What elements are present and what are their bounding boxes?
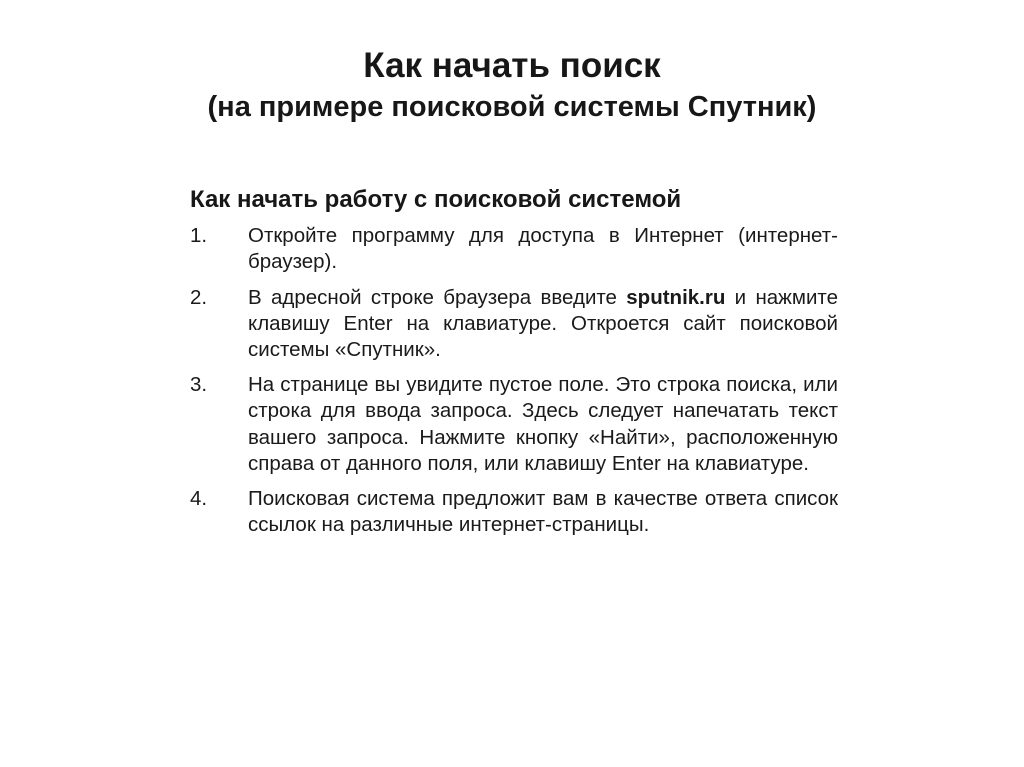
item-text: На странице вы увидите пустое поле. Это строка поиска, или строка для ввода запроса. Здесь следует напечатать текст вашего запроса. Нажмите кнопку «Найти», расположенную справа от данного поля, или клавишу Enter на клавиатуре. bbox=[248, 373, 838, 475]
list-item bbox=[190, 223, 838, 275]
item-number: 4. bbox=[190, 487, 208, 511]
page-subtitle: (на примере поисковой системы Спутник) bbox=[207, 91, 817, 124]
item-number: 2. bbox=[190, 285, 208, 309]
list-item bbox=[190, 285, 838, 364]
section-heading: Как начать работу с поисковой системой bbox=[190, 186, 682, 214]
item-text: Откройте программу для доступа в Интернет (интернет-браузер). bbox=[248, 224, 838, 274]
item-number: 1. bbox=[190, 224, 208, 248]
list-item bbox=[190, 372, 838, 477]
item-text-bold: sputnik.ru bbox=[626, 285, 726, 309]
slide-header bbox=[0, 0, 1024, 125]
list-item bbox=[190, 486, 838, 538]
item-number: 3. bbox=[190, 373, 208, 397]
item-text-segment: В адресной строке браузера введите bbox=[248, 285, 627, 309]
item-text bbox=[248, 285, 838, 364]
item-text-segment: и нажмите клавишу Enter на клавиатуре. Откроется сайт поисковой системы «Спутник». bbox=[248, 285, 838, 361]
item-text: Поисковая система предложит вам в качестве ответа список ссылок на различные интернет-страницы. bbox=[248, 487, 838, 537]
numbered-list bbox=[190, 223, 838, 539]
slide-body bbox=[190, 185, 838, 539]
page-title: Как начать поиск bbox=[363, 46, 661, 85]
